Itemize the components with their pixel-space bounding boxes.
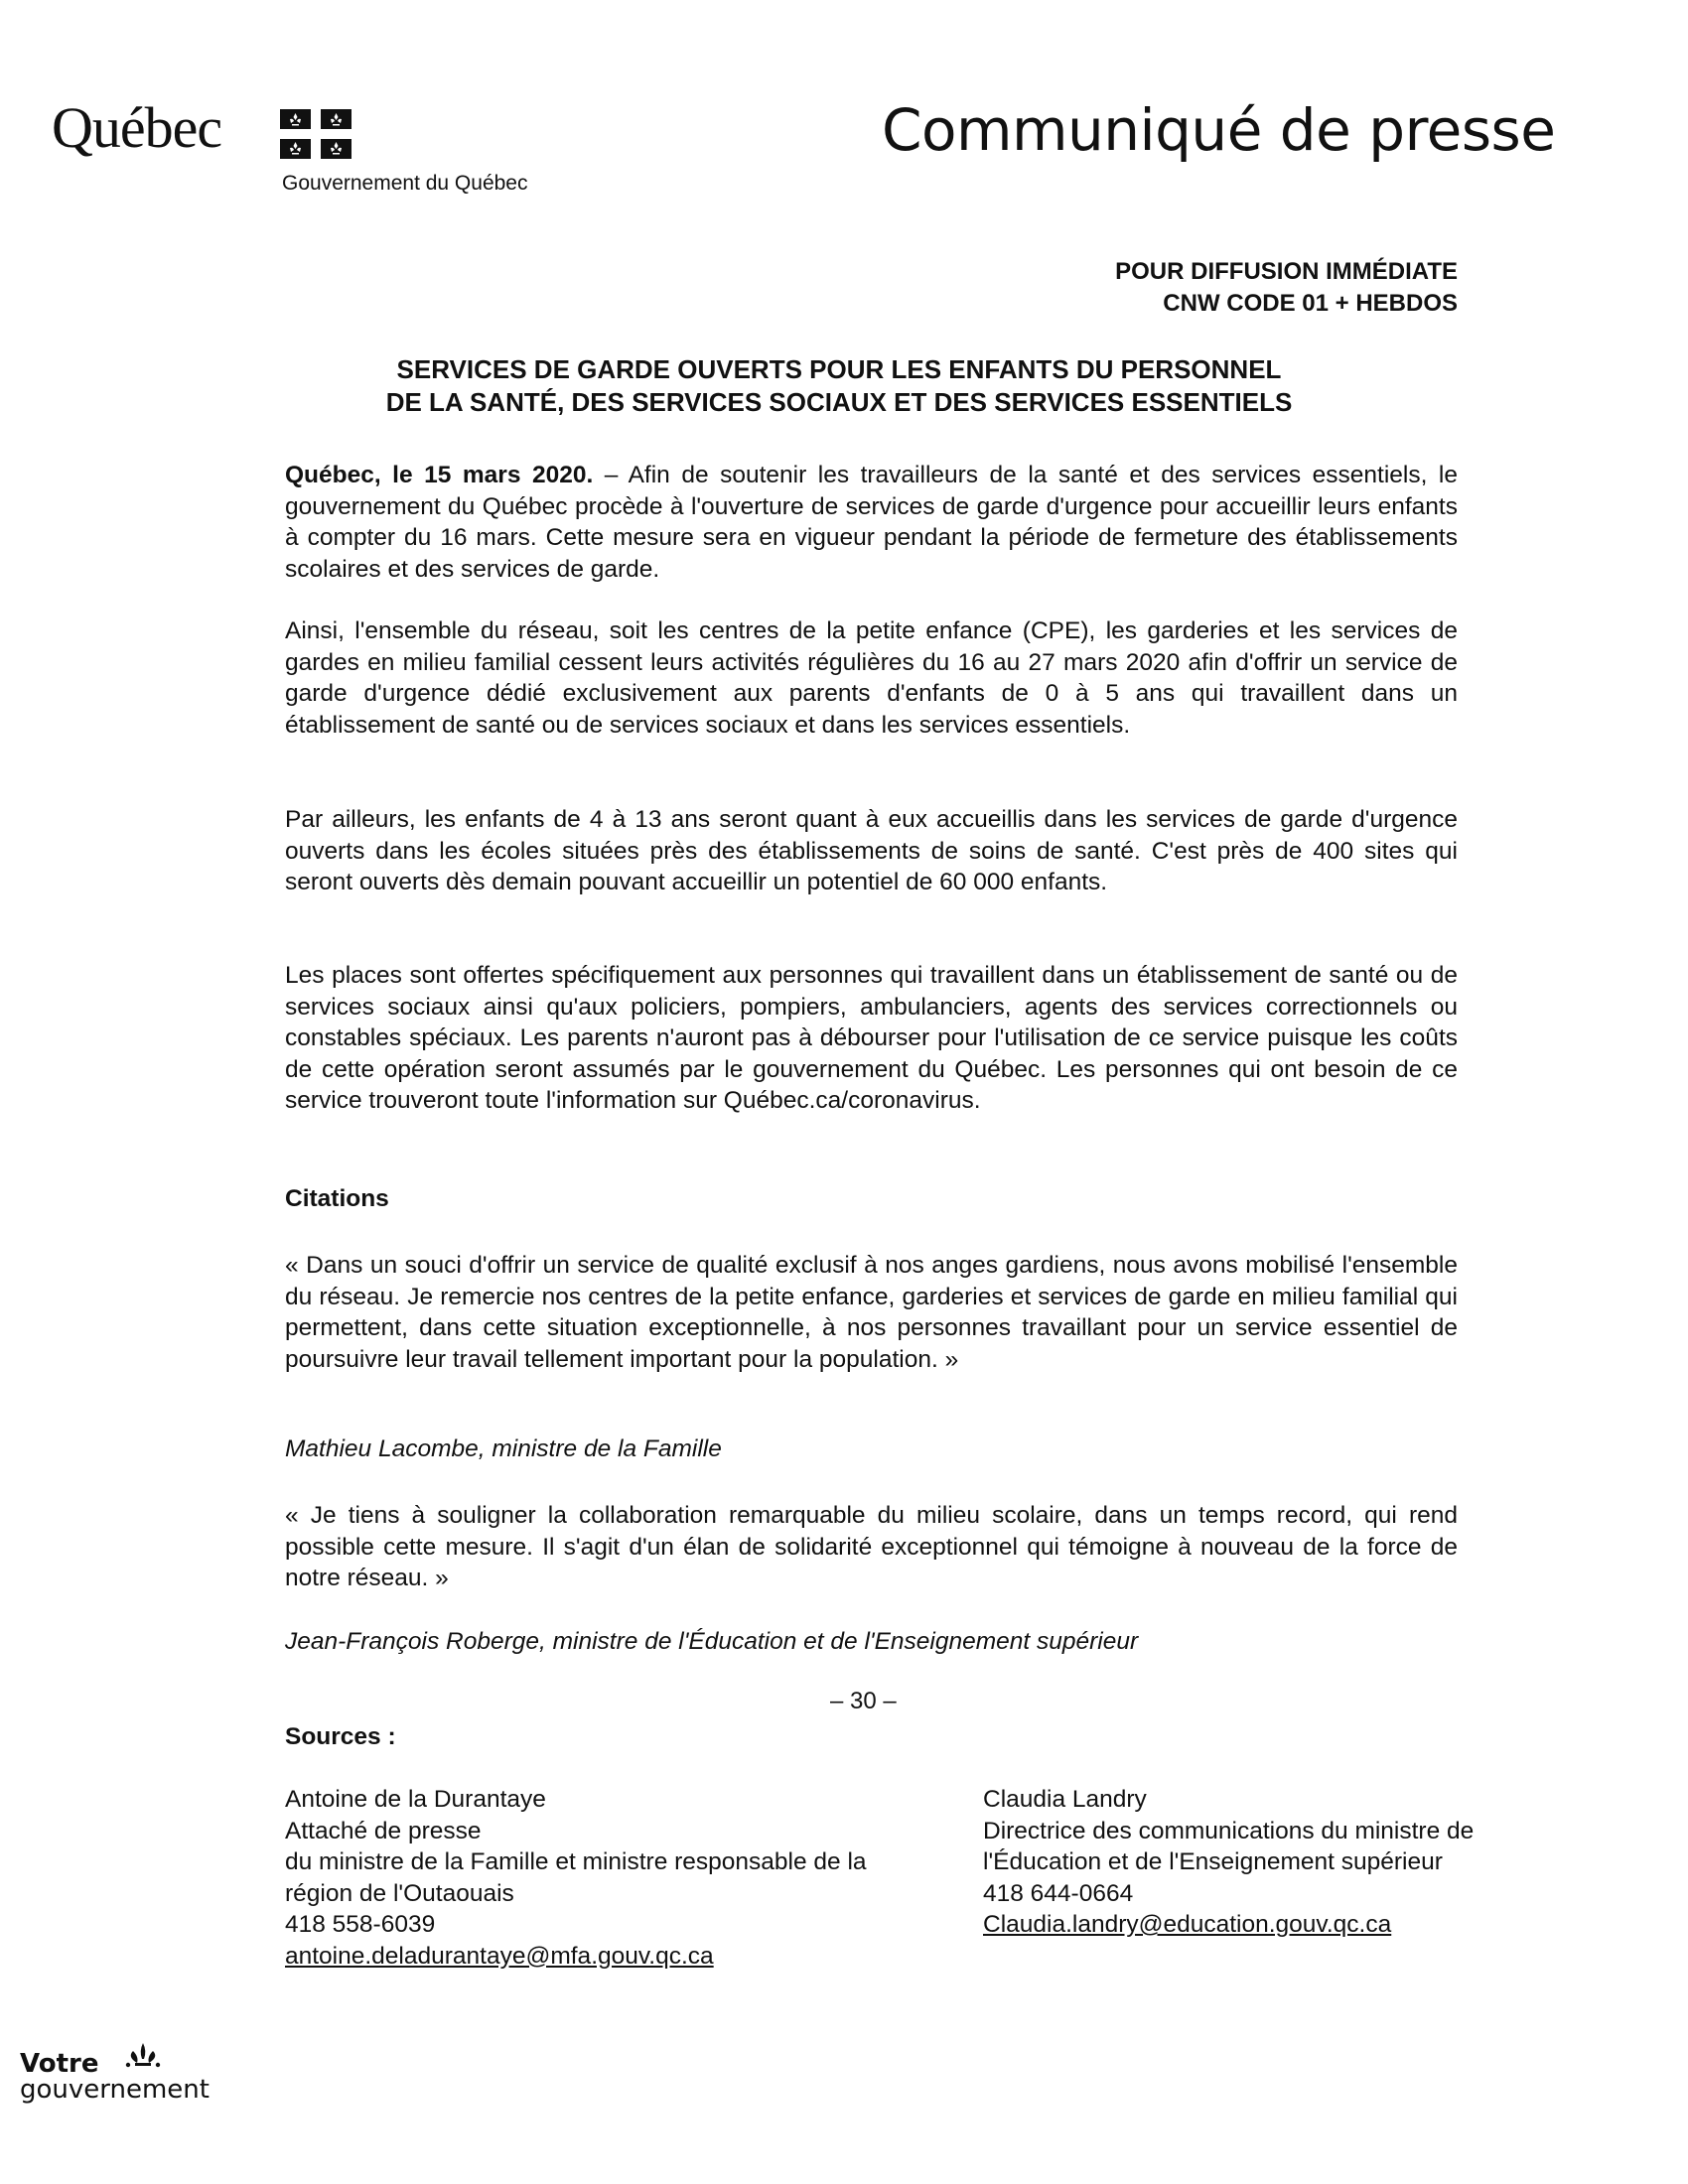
paragraph-eligibility: Les places sont offertes spécifiquement aux personnes qui travaillent dans un établissement de santé ou de services sociaux ainsi qu'aux policiers, pompiers, ambulanciers, agents des services correctionnels ou constables spéciaux. Les parents n'auront pas à débourser pour l'utilisation de ce service puisque les coûts de cette opération seront assumés par le gouvernement du Québec. Les personnes qui ont besoin de ce service trouveront toute l'information sur Québec.ca/coronavirus. — [285, 962, 1458, 1114]
footer-logo-line-1: Votre — [20, 2049, 99, 2079]
release-codes — [1115, 256, 1458, 320]
footer-logo — [20, 2051, 210, 2103]
paragraph-schools: Par ailleurs, les enfants de 4 à 13 ans seront quant à eux accueillis dans les services de garde d'urgence ouverts dans les écoles situées près des établissements de soins de santé. C'est près de 400 sites qui seront ouverts dès demain pouvant accueillir un potentiel de 60 000 enfants. — [285, 806, 1458, 895]
headline-line-1: SERVICES DE GARDE OUVERTS POUR LES ENFANTS DU PERSONNEL — [396, 354, 1282, 384]
paragraph-intro — [285, 460, 1458, 585]
footer-logo-line-2: gouvernement — [20, 2075, 210, 2105]
quote-1-author: Mathieu Lacombe, ministre de la Famille — [285, 1435, 722, 1462]
quote-2: « Je tiens à souligner la collaboration remarquable du milieu scolaire, dans un temps record, qui rend possible cette mesure. Il s'agit d'un élan de solidarité exceptionnel qui témoigne à nouveau de la force de notre réseau. » — [285, 1502, 1458, 1591]
end-marker: – 30 – — [830, 1688, 897, 1714]
dateline: Québec, le 15 mars 2020. — [285, 462, 594, 488]
contact-1 — [285, 1784, 867, 1972]
paragraph-intro-text: – Afin de soutenir les travailleurs de la santé et des services essentiels, le gouvernement du Québec procède à l'ouverture de services de garde d'urgence pour accueillir leurs enfants à compter du 16 mars. Cette mesure sera en vigueur pendant la période de fermeture des établissements scolaires et des services de garde. — [285, 462, 1459, 583]
contact-1-org-line-1: du ministre de la Famille et ministre responsable de la — [285, 1848, 867, 1875]
contact-2-title-line-2: l'Éducation et de l'Enseignement supérieur — [983, 1848, 1443, 1875]
contact-1-email-link[interactable]: antoine.deladurantaye@mfa.gouv.qc.ca — [285, 1942, 714, 1970]
quote-1: « Dans un souci d'offrir un service de qualité exclusif à nos anges gardiens, nous avons mobilisé l'ensemble du réseau. Je remercie nos centres de la petite enfance, garderies et services de garde en milieu familial qui permettent, dans cette situation exceptionnelle, à nos personnes travaillant pour un service essentiel de poursuivre leur travail tellement important pour la population. » — [285, 1252, 1458, 1373]
contact-2-name: Claudia Landry — [983, 1786, 1147, 1813]
contact-1-title: Attaché de presse — [285, 1817, 482, 1844]
contact-1-phone: 418 558-6039 — [285, 1911, 436, 1938]
citations-heading: Citations — [285, 1185, 389, 1212]
contact-2-email-link[interactable]: Claudia.landry@education.gouv.qc.ca — [983, 1911, 1392, 1938]
quote-2-author: Jean-François Roberge, ministre de l'Éducation et de l'Enseignement supérieur — [285, 1628, 1139, 1655]
contact-2-title-line-1: Directrice des communications du ministre de — [983, 1817, 1475, 1844]
quebec-logo-wordmark: Québec — [52, 95, 222, 160]
document-type-title: Communiqué de presse — [882, 96, 1556, 164]
contact-1-org-line-2: région de l'Outaouais — [285, 1879, 514, 1907]
fleur-de-lis-icon — [123, 2041, 163, 2073]
headline — [288, 353, 1390, 419]
release-line-1: POUR DIFFUSION IMMÉDIATE — [1115, 258, 1458, 285]
contact-2-phone: 418 644-0664 — [983, 1879, 1134, 1907]
contact-2 — [983, 1784, 1474, 1941]
logo-subtitle: Gouvernement du Québec — [282, 172, 528, 195]
sources-heading: Sources : — [285, 1723, 396, 1750]
headline-line-2: DE LA SANTÉ, DES SERVICES SOCIAUX ET DES SERVICES ESSENTIELS — [385, 387, 1293, 417]
release-line-2: CNW CODE 01 + HEBDOS — [1163, 290, 1458, 317]
fleurdelise-flag-icon — [280, 109, 352, 159]
contact-1-name: Antoine de la Durantaye — [285, 1786, 546, 1813]
paragraph-network: Ainsi, l'ensemble du réseau, soit les centres de la petite enfance (CPE), les garderies et les services de gardes en milieu familial cessent leurs activités régulières du 16 au 27 mars 2020 afin d'offrir un service de garde d'urgence dédié exclusivement aux parents d'enfants de 0 à 5 ans qui travaillent dans un établissement de santé ou de services sociaux et dans les services essentiels. — [285, 617, 1458, 739]
